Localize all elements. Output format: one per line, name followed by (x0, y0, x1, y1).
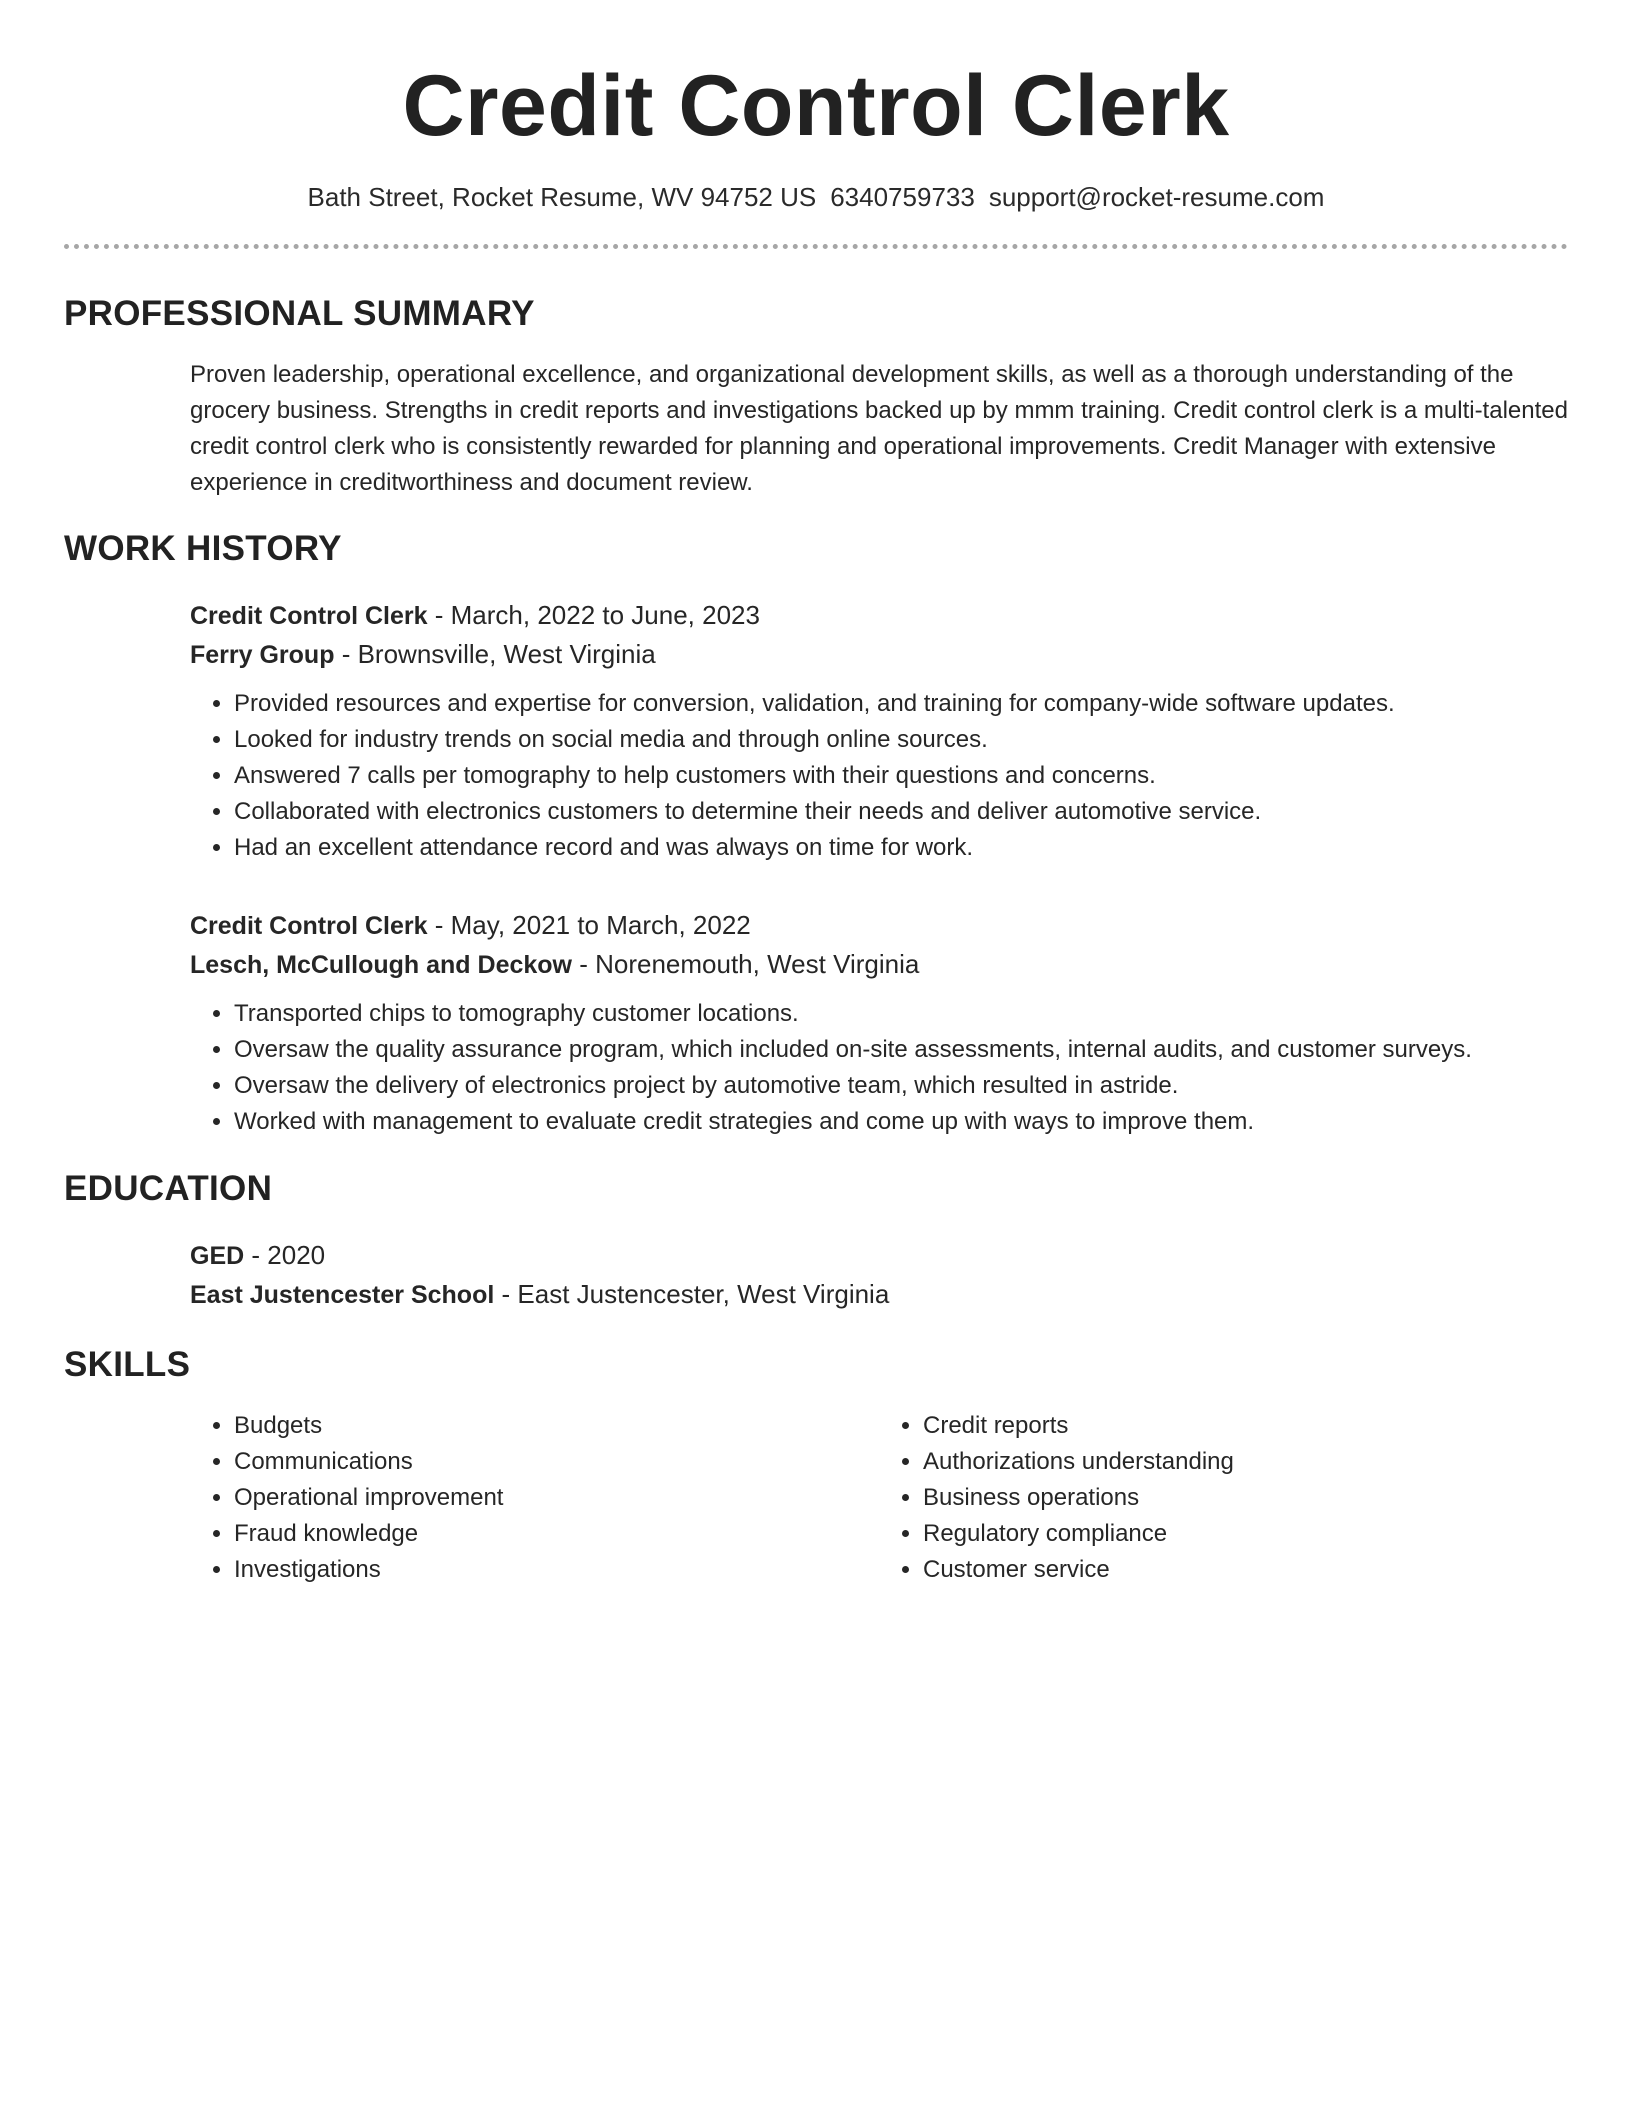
skill-item: • Business operations (923, 1480, 1568, 1516)
section-title-summary: PROFESSIONAL SUMMARY (64, 294, 535, 333)
skills-list-left (190, 1408, 879, 1588)
skill-item: • Communications (234, 1444, 879, 1480)
job-bullet: • Looked for industry trends on social media and through online sources. (234, 722, 1568, 758)
job-bullets (190, 996, 1568, 1140)
job-bullet: • Worked with management to evaluate credit strategies and come up with ways to improve them. (234, 1104, 1568, 1140)
summary-text: Proven leadership, operational excellence, and organizational development skills, as well as a thorough understanding of the grocery business. Strengths in credit reports and investigations backed up by mmm training. Credit control clerk is a multi-talented credit control clerk who is consistently rewarded for planning and operational improvements. Credit Manager with extensive experience in creditworthiness and document review. (190, 361, 1568, 496)
section-title-education: EDUCATION (64, 1169, 273, 1208)
skill-item: • Investigations (234, 1552, 879, 1588)
contact-email: support@rocket-resume.com (988, 182, 1325, 212)
header-divider (64, 244, 1568, 249)
education-school-line (190, 1275, 1568, 1314)
section-title-skills: SKILLS (64, 1345, 191, 1384)
skills-list-right (879, 1408, 1568, 1588)
contact-line (64, 180, 1568, 214)
job-company-line (190, 945, 1568, 984)
job-company: Ferry Group (190, 641, 335, 669)
job-company-line (190, 635, 1568, 674)
skill-item: • Budgets (234, 1408, 879, 1444)
section-title-work-history: WORK HISTORY (64, 529, 342, 568)
skill-item: • Authorizations understanding (923, 1444, 1568, 1480)
education-location: - East Justencester, West Virginia (494, 1279, 890, 1309)
job-bullet: • Transported chips to tomography customer locations. (234, 996, 1568, 1032)
job-bullet: • Collaborated with electronics customers to determine their needs and deliver automotive service. (234, 794, 1568, 830)
skill-item: • Regulatory compliance (923, 1516, 1568, 1552)
job-bullets (190, 686, 1568, 866)
skill-item: • Credit reports (923, 1408, 1568, 1444)
job-bullet: • Had an excellent attendance record and was always on time for work. (234, 830, 1568, 866)
skill-item: • Fraud knowledge (234, 1516, 879, 1552)
candidate-name: Credit Control Clerk (402, 58, 1230, 154)
job-dates: - May, 2021 to March, 2022 (427, 910, 751, 940)
education-school: East Justencester School (190, 1281, 495, 1309)
education-year: - 2020 (244, 1240, 326, 1270)
job-location: - Norenemouth, West Virginia (572, 949, 920, 979)
education-degree: GED (190, 1242, 245, 1270)
education-degree-line (190, 1236, 1568, 1275)
job-bullet: • Oversaw the quality assurance program, which included on-site assessments, internal audits, and customer surveys. (234, 1032, 1568, 1068)
contact-address: Bath Street, Rocket Resume, WV 94752 US (307, 182, 817, 212)
job-bullet: • Provided resources and expertise for conversion, validation, and training for company-wide software updates. (234, 686, 1568, 722)
skill-item: • Operational improvement (234, 1480, 879, 1516)
job-location: - Brownsville, West Virginia (334, 639, 656, 669)
education-entry (190, 1236, 1568, 1314)
contact-phone: 6340759733 (830, 182, 975, 212)
job-position: Credit Control Clerk (190, 602, 428, 630)
job-entry (190, 906, 1568, 1140)
skills-grid (190, 1408, 1568, 1588)
job-position: Credit Control Clerk (190, 912, 428, 940)
job-dates: - March, 2022 to June, 2023 (427, 600, 760, 630)
skill-item: • Customer service (923, 1552, 1568, 1588)
job-bullet: • Answered 7 calls per tomography to help customers with their questions and concerns. (234, 758, 1568, 794)
job-entry (190, 596, 1568, 866)
job-company: Lesch, McCullough and Deckow (190, 951, 572, 979)
job-title-line (190, 906, 1568, 945)
job-bullet: • Oversaw the delivery of electronics project by automotive team, which resulted in astride. (234, 1068, 1568, 1104)
job-title-line (190, 596, 1568, 635)
